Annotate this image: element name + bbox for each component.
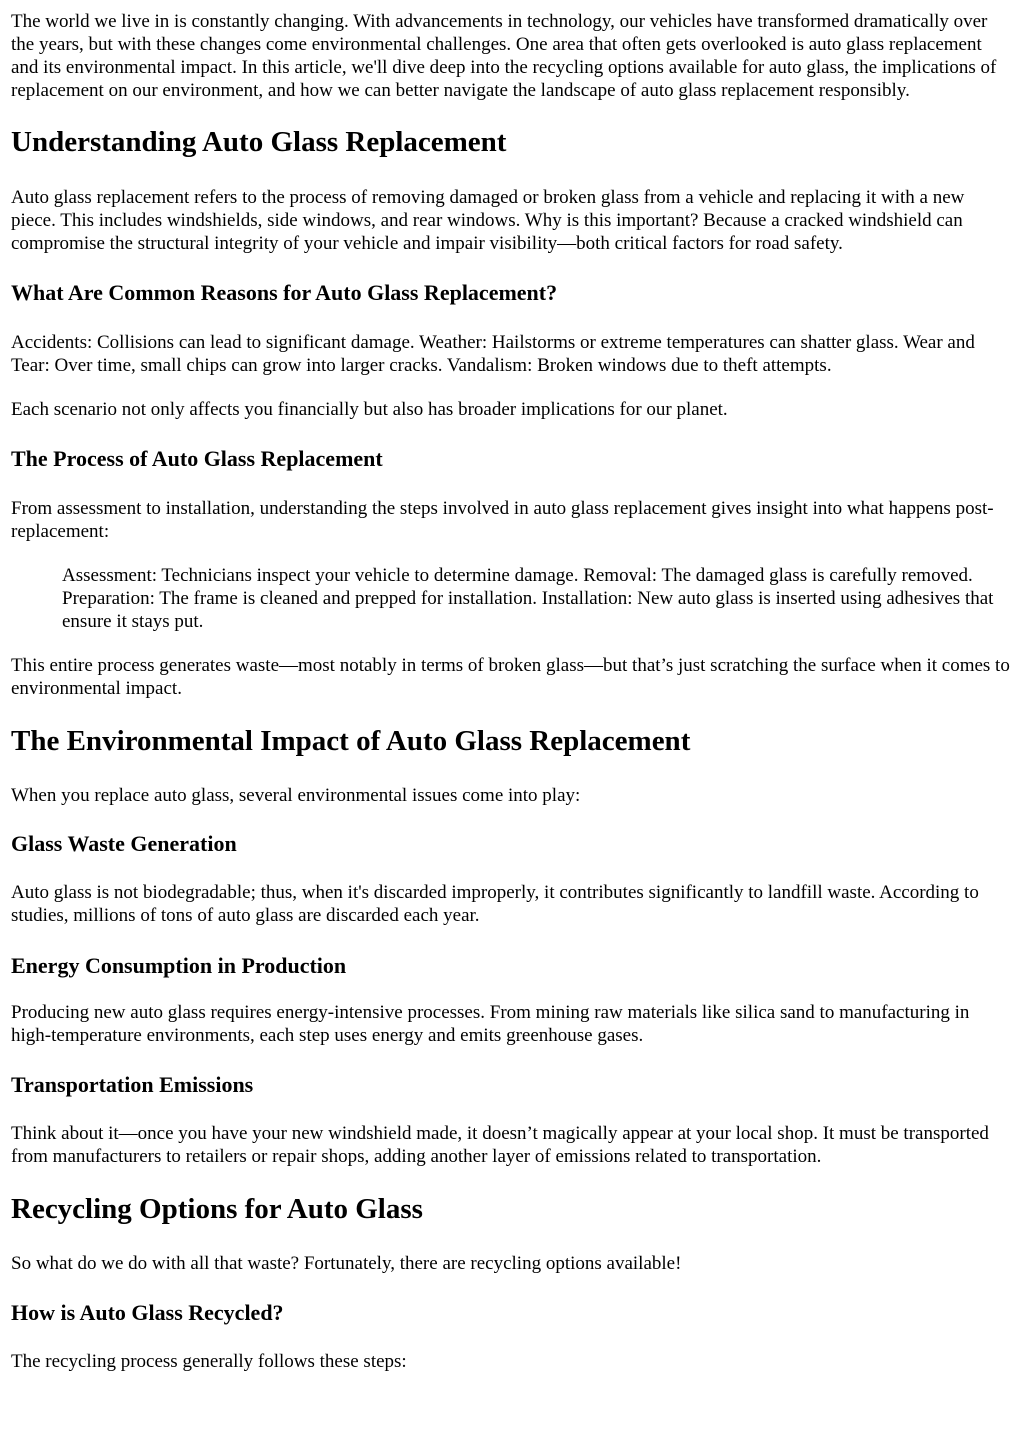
process-paragraph: From assessment to installation, understanding the steps involved in auto glass replacement gives insight into what happens post-replacement:	[11, 498, 994, 542]
subheading-transport: Transportation Emissions	[11, 1072, 254, 1097]
subheading-how-recycled: How is Auto Glass Recycled?	[11, 1300, 284, 1325]
section-heading-recycling: Recycling Options for Auto Glass	[11, 1193, 423, 1225]
understanding-paragraph: Auto glass replacement refers to the process of removing damaged or broken glass from a vehicle and replacing it with a new piece. This includes windshields, side windows, and rear windows. Why is this important? Because a cracked windshield can compromise the structural integrity of your vehicle and impair visibility—both critical factors for road safety.	[11, 187, 965, 254]
reasons-paragraph: Each scenario not only affects you financially but also has broader implications for our planet.	[11, 399, 728, 420]
process-steps-blockquote	[62, 564, 1013, 633]
reasons-list-text: Accidents: Collisions can lead to significant damage. Weather: Hailstorms or extreme temperatures can shatter glass. Wear and Tear: Over time, small chips can grow into larger cracks. Vandalism: Broken windows due to theft attempts.	[11, 332, 975, 376]
impact-intro-paragraph: When you replace auto glass, several environmental issues come into play:	[11, 785, 581, 806]
process-steps-text: Assessment: Technicians inspect your vehicle to determine damage. Removal: The damaged glass is carefully removed. Preparation: The frame is cleaned and prepped for installation. Installation: New auto glass is inserted using adhesives that ensure it stays put.	[62, 565, 994, 632]
subheading-process: The Process of Auto Glass Replacement	[11, 446, 383, 471]
recycling-intro-paragraph: So what do we do with all that waste? Fortunately, there are recycling options available!	[11, 1253, 682, 1274]
section-heading-impact: The Environmental Impact of Auto Glass Replacement	[11, 725, 691, 757]
energy-paragraph: Producing new auto glass requires energy-intensive processes. From mining raw materials like silica sand to manufacturing in high-temperature environments, each step uses energy and emits greenhouse gases.	[11, 1002, 970, 1046]
subheading-energy: Energy Consumption in Production	[11, 953, 347, 978]
glass-waste-paragraph: Auto glass is not biodegradable; thus, when it's discarded improperly, it contributes significantly to landfill waste. According to studies, millions of tons of auto glass are discarded each year.	[11, 882, 979, 926]
subheading-common-reasons: What Are Common Reasons for Auto Glass Replacement?	[11, 280, 558, 305]
transport-paragraph: Think about it—once you have your new windshield made, it doesn’t magically appear at your local shop. It must be transported from manufacturers to retailers or repair shops, adding another layer of emissions related to transportation.	[11, 1123, 989, 1167]
process-after-paragraph: This entire process generates waste—most notably in terms of broken glass—but that’s just scratching the surface when it comes to environmental impact.	[11, 655, 1010, 699]
intro-paragraph: The world we live in is constantly changing. With advancements in technology, our vehicles have transformed dramatically over the years, but with these changes come environmental challenges. One area that often gets overlooked is auto glass replacement and its environmental impact. In this article, we'll dive deep into the recycling options available for auto glass, the implications of replacement on our environment, and how we can better navigate the landscape of auto glass replacement responsibly.	[11, 11, 997, 101]
section-heading-understanding: Understanding Auto Glass Replacement	[11, 126, 507, 158]
subheading-glass-waste: Glass Waste Generation	[11, 831, 237, 856]
article	[0, 10, 1024, 1373]
how-recycled-paragraph: The recycling process generally follows these steps:	[11, 1351, 407, 1372]
